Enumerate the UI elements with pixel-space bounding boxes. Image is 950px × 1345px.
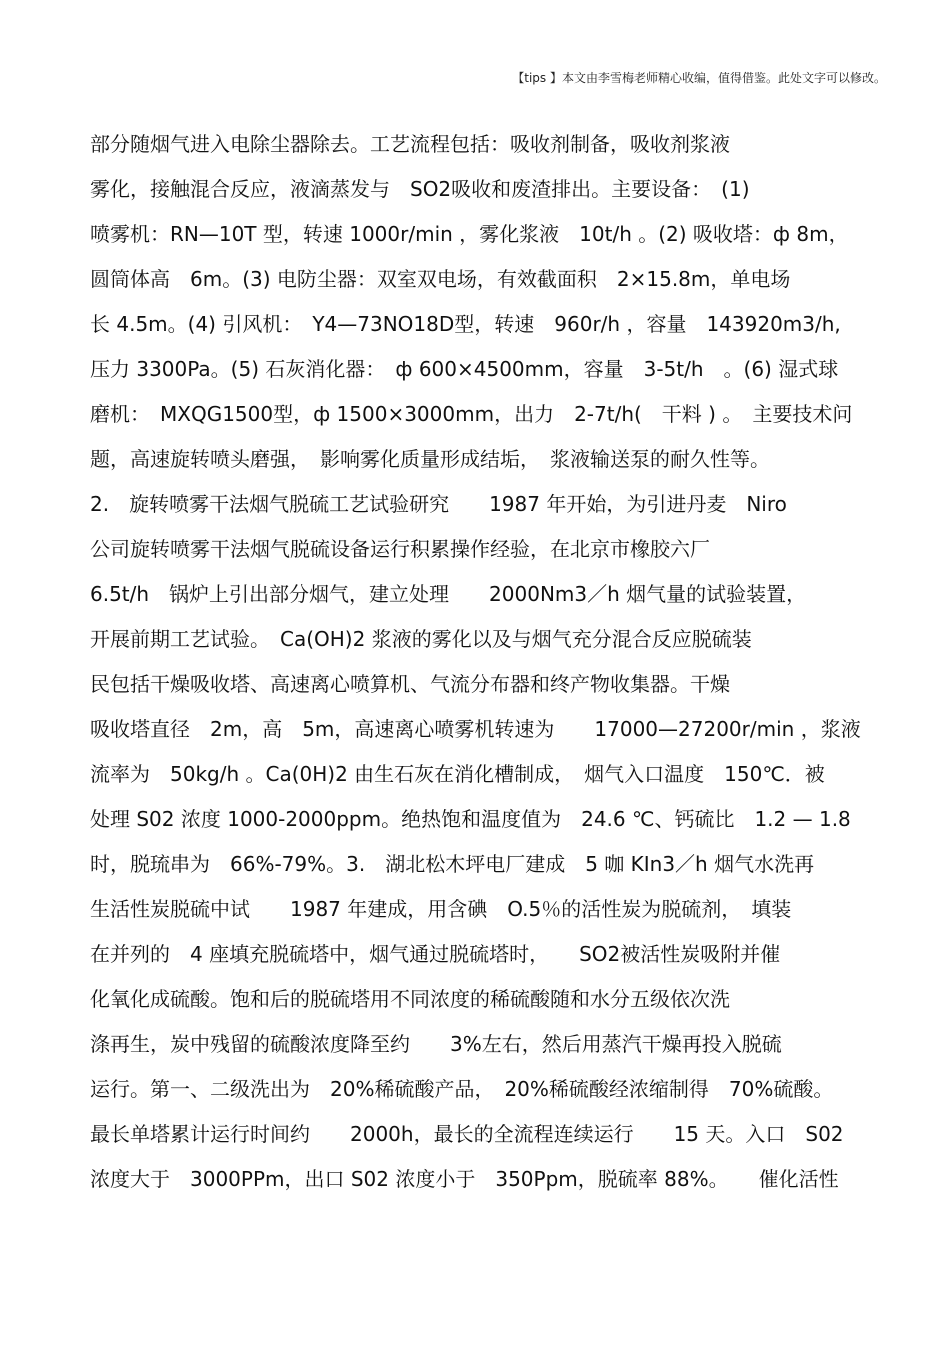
text-line: 圆筒体高 6m。(3) 电防尘器：双室双电场，有效截面积 2×15.8m，单电场 — [90, 267, 791, 291]
text-line: 涤再生，炭中残留的硫酸浓度降至约 3%左右，然后用蒸汽干燥再投入脱硫 — [90, 1032, 782, 1056]
text-line: 磨机： MXQG1500型，ф 1500×3000mm，出力 2-7t/h( 干料 ) 。 主要技术问 — [90, 402, 853, 426]
text-line: 吸收塔直径 2m，高 5m，高速离心喷雾机转速为 17000—27200r/min ，浆液 — [90, 717, 861, 741]
header-tips-note: 【tips 】本文由李雪梅老师精心收编，值得借鉴。此处文字可以修改。 — [512, 71, 886, 85]
text-line: 6.5t/h 锅炉上引出部分烟气，建立处理 2000Nm3／h 烟气量的试验装置， — [90, 582, 807, 606]
text-line: 流率为 50kg/h 。Ca(0H)2 由生石灰在消化槽制成， 烟气入口温度 150℃．被 — [90, 762, 825, 786]
text-line: 开展前期工艺试验。 Ca(OH)2 浆液的雾化以及与烟气充分混合反应脱硫装 — [90, 627, 752, 651]
text-line: 时，脱琉串为 66%-79%。3. 湖北松木坪电厂建成 5 咖 KIn3／h 烟气水洗再 — [90, 852, 815, 876]
text-line: 题，高速旋转喷头磨强， 影响雾化质量形成结垢， 浆液输送泵的耐久性等。 — [90, 447, 770, 471]
text-line: 长 4.5m。(4) 引风机： Y4—73NO18D型，转速 960r/h ，容量 143920m3/h, — [90, 312, 841, 336]
text-line: 民包括干燥吸收塔、高速离心喷算机、气流分布器和终产物收集器。干燥 — [90, 672, 730, 696]
body-text — [90, 128, 890, 1208]
text-line: 喷雾机：RN—10T 型，转速 1000r/min ，雾化浆液 10t/h 。(2) 吸收塔：ф 8m， — [90, 222, 849, 246]
text-line: 处理 S02 浓度 1000-2000ppm。绝热饱和温度值为 24.6 ℃、钙硫比 1.2 — 1.8 — [90, 807, 851, 831]
text-line: 浓度大于 3000PPm，出口 S02 浓度小于 350Ppm，脱硫率 88%。 催化活性 — [90, 1167, 839, 1191]
text-line: 压力 3300Pa。(5) 石灰消化器： ф 600×4500mm，容量 3-5t/h 。(6) 湿式球 — [90, 357, 839, 381]
text-line: 2. 旋转喷雾干法烟气脱硫工艺试验研究 1987 年开始，为引进丹麦 Niro — [90, 492, 787, 516]
text-line: 部分随烟气进入电除尘器除去。工艺流程包括：吸收剂制备，吸收剂浆液 — [90, 132, 730, 156]
text-line: 生活性炭脱硫中试 1987 年建成，用含碘 O.5％的活性炭为脱硫剂， 填装 — [90, 897, 792, 921]
text-line: 运行。第一、二级洗出为 20%稀硫酸产品， 20%稀硫酸经浓缩制得 70%硫酸。 — [90, 1077, 834, 1101]
text-line: 公司旋转喷雾干法烟气脱硫设备运行积累操作经验，在北京市橡胶六厂 — [90, 537, 710, 561]
text-line: 雾化，接触混合反应，液滴蒸发与 SO2吸收和废渣排出。主要设备： (1) — [90, 177, 750, 201]
text-line: 最长单塔累计运行时间约 2000h，最长的全流程连续运行 15 天。入口 S02 — [90, 1122, 844, 1146]
text-line: 在并列的 4 座填充脱硫塔中，烟气通过脱硫塔时， SO2被活性炭吸附并催 — [90, 942, 781, 966]
text-line: 化氧化成硫酸。饱和后的脱硫塔用不同浓度的稀硫酸随和水分五级依次洗 — [90, 987, 730, 1011]
